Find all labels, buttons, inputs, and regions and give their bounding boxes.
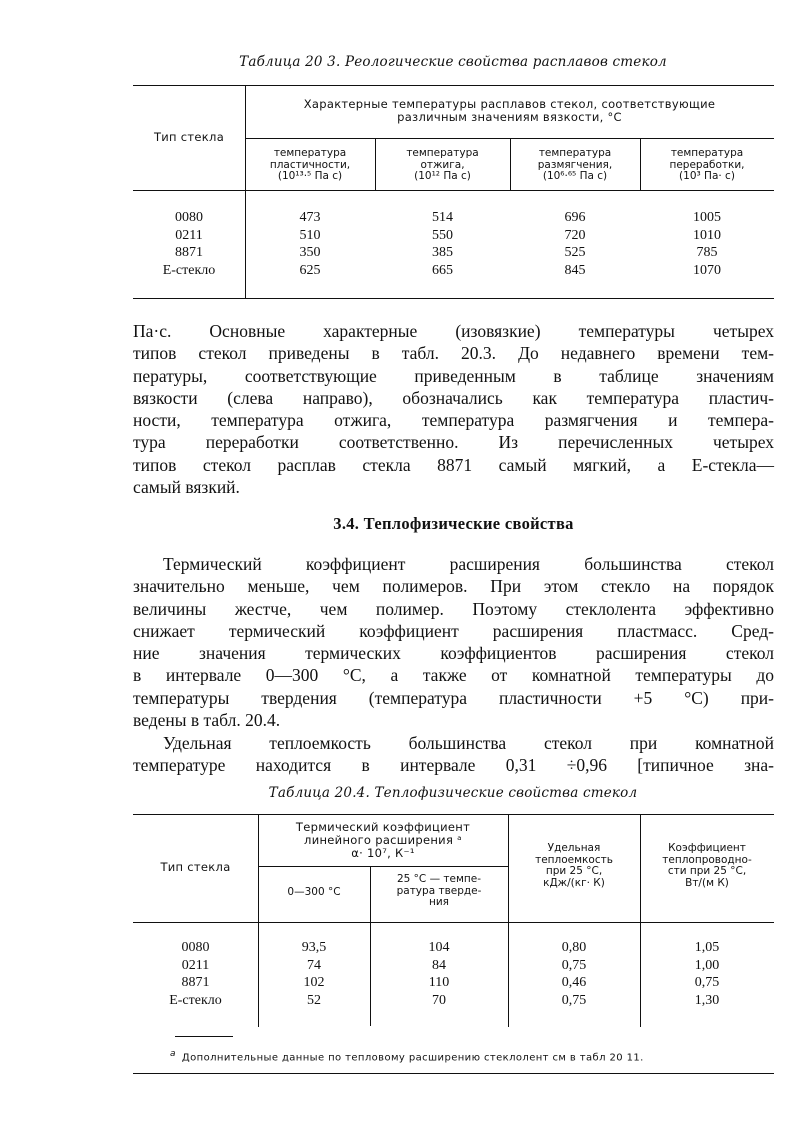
table-cell: Е-стекло: [169, 992, 222, 1008]
text-line: ведены в табл. 20.4.: [133, 710, 281, 731]
table-20-3-plasticity-column: [245, 209, 375, 279]
table-cell: 70: [432, 992, 446, 1008]
header-line: 25 °С — темпе-: [396, 873, 482, 885]
text-line: тура переработки соответственно. Из перечисленных четырех: [133, 432, 774, 453]
header-line: Коэффициент: [668, 842, 746, 854]
table-cell: 1,30: [694, 992, 720, 1008]
section-heading: 3.4. Теплофизические свойства: [333, 514, 574, 533]
header-line: (10³ Па· с): [679, 170, 735, 182]
table-20-4-caption: Таблица 20.4. Теплофизические свойства стекол: [268, 785, 638, 801]
table-cell: 0,46: [561, 975, 587, 990]
header-line: переработки,: [669, 158, 745, 171]
table-cell: 104: [428, 940, 450, 955]
header-line: α· 10⁷, К⁻¹: [351, 846, 415, 860]
header-line: сти при 25 °С,: [667, 865, 747, 877]
table-20-4-group-rule: [258, 866, 508, 867]
table-20-4-sub-0-300-header: 0—300 °С: [287, 886, 341, 898]
table-20-3-col-plasticity-header: [245, 148, 375, 183]
table-cell: 510: [299, 227, 321, 243]
table-20-4-heat-capacity-column: [508, 939, 640, 1009]
table-cell: 1,00: [694, 957, 720, 973]
table-20-3-bottom-rule: [133, 298, 774, 299]
paragraph-viscosity: [133, 320, 774, 498]
header-line: при 25 °С,: [545, 865, 603, 877]
text-line: типов стекол расплав стекла 8871 самый мягкий, а Е-стекла—: [133, 454, 774, 475]
table-20-3-type-column: [133, 209, 245, 279]
table-20-3-top-rule: [133, 85, 774, 86]
header-line: ратура тверде-: [396, 884, 482, 897]
table-cell: 385: [432, 245, 453, 260]
table-20-4-type-column: [133, 939, 258, 1009]
footnote: [170, 1049, 780, 1063]
header-line: теплоемкость: [535, 853, 613, 866]
header-line: температура: [538, 147, 612, 159]
text-line: в интервале 0—300 °С, а также от комнатной температуры до: [133, 665, 774, 686]
text-line: Удельная теплоемкость большинства стекол при комнатной: [163, 733, 774, 753]
header-line: Удельная: [547, 842, 601, 854]
table-20-3-annealing-column: [375, 209, 510, 279]
table-20-3-col-softening-header: [510, 148, 640, 183]
table-20-3-caption: Таблица 20 3. Реологические свойства расплавов стекол: [239, 54, 667, 70]
table-cell: 1,05: [694, 940, 720, 955]
table-cell: 0080: [175, 210, 203, 225]
table-cell: 1005: [693, 210, 721, 225]
table-20-4-conductivity-header: [640, 843, 774, 889]
table-cell: 110: [428, 975, 450, 990]
text-line: Термический коэффициент расширения большинства стекол: [163, 554, 774, 574]
table-20-4-top-rule: [133, 814, 774, 815]
text-line: температуры твердения (температура пластичности +5 °С) при-: [133, 687, 774, 708]
header-line: температура: [273, 147, 347, 159]
text-line: температуре находится в интервале 0,31 ÷0,96 [типичное зна-: [133, 755, 774, 776]
table-cell: 350: [299, 245, 321, 260]
table-cell: 514: [432, 210, 453, 225]
table-cell: 625: [299, 262, 321, 278]
table-cell: 525: [564, 245, 586, 260]
text-line: пературы, соответствующие приведенным в таблице значениям: [133, 365, 774, 386]
header-line: пластичности,: [269, 158, 351, 171]
table-20-4-expansion-group-header: [258, 821, 508, 860]
table-20-3-col-working-header: [640, 148, 774, 183]
table-cell: 102: [303, 975, 325, 990]
header-line: Термический коэффициент: [295, 820, 471, 834]
table-20-3-header-rule: [133, 190, 774, 191]
text-line: снижает термический коэффициент расширения пластмасс. Сред-: [133, 620, 774, 641]
table-cell: 1010: [693, 227, 721, 243]
table-20-3-softening-column: [510, 209, 640, 279]
table-cell: 0,75: [694, 975, 720, 990]
footnote-text: Дополнительные данные по тепловому расширению стеклолент см в табл 20 11.: [181, 1052, 644, 1064]
header-line: ния: [428, 896, 449, 908]
header-line: различным значениям вязкости, °С: [397, 110, 622, 124]
header-line: температура: [406, 147, 479, 159]
header-line: теплопроводно-: [662, 853, 752, 866]
table-cell: 665: [432, 262, 453, 278]
table-cell: Е-стекло: [162, 262, 216, 278]
table-20-4-col-type-header: Тип стекла: [160, 860, 231, 874]
table-20-4-expansion-25-column: [370, 939, 508, 1009]
header-line: кДж/(кг· К): [543, 876, 605, 889]
table-20-3-working-column: [640, 209, 774, 279]
table-cell: 0,75: [561, 957, 587, 973]
text-line: ности, температура отжига, температура размягчения и темпера-: [133, 410, 774, 431]
header-line: Характерные температуры расплавов стекол, соответствующие: [303, 97, 716, 111]
header-line: линейного расширения ᵃ: [304, 833, 462, 847]
table-cell: 0080: [181, 940, 210, 955]
paragraph-thermal-expansion: [133, 553, 774, 731]
table-cell: 0,80: [561, 940, 587, 955]
table-20-4-expansion-0-300-column: [258, 939, 370, 1009]
table-cell: 93,5: [301, 940, 327, 955]
table-cell: 0211: [175, 227, 203, 243]
table-cell: 550: [432, 227, 453, 243]
table-cell: 84: [432, 957, 446, 973]
table-cell: 845: [564, 262, 586, 278]
text-line: величины жестче, чем полимер. Поэтому стеклолента эффективно: [133, 598, 774, 619]
header-line: (10¹³·⁵ Па с): [277, 170, 343, 182]
text-line: самый вязкий.: [133, 477, 240, 498]
table-20-3-col-type-header: Тип стекла: [153, 130, 225, 144]
table-cell: 473: [299, 210, 321, 225]
header-line: температура: [670, 147, 744, 159]
table-cell: 1070: [693, 262, 721, 278]
header-line: размягчения,: [537, 158, 613, 171]
table-cell: 0,75: [561, 992, 587, 1008]
table-cell: 696: [564, 210, 586, 225]
table-cell: 52: [307, 992, 321, 1008]
page-bottom-rule: [133, 1073, 774, 1074]
text-line: ние значения термических коэффициентов расширения стекол: [133, 643, 774, 664]
text-line: Па·с. Основные характерные (изовязкие) температуры четырех: [133, 321, 774, 341]
table-cell: 74: [307, 957, 321, 973]
header-line: Вт/(м К): [685, 876, 729, 889]
table-cell: 785: [696, 245, 718, 260]
footnote-mark: a: [170, 1049, 176, 1059]
table-cell: 8871: [175, 245, 203, 260]
footnote-separator: [175, 1036, 233, 1037]
header-line: (10⁶·⁶⁵ Па с): [542, 170, 608, 182]
table-20-3-col-annealing-header: [375, 148, 510, 183]
table-cell: 0211: [181, 957, 210, 973]
header-line: отжига,: [420, 158, 465, 171]
table-cell: 8871: [181, 975, 210, 990]
table-20-3-group-header: [245, 98, 774, 124]
header-line: (10¹² Па с): [414, 170, 471, 182]
table-20-4-header-rule: [133, 922, 774, 923]
table-20-4-conductivity-column: [640, 939, 774, 1009]
table-cell: 720: [564, 227, 586, 243]
table-20-4-heat-capacity-header: [508, 843, 640, 889]
paragraph-heat-capacity: [133, 732, 774, 777]
text-line: типов стекол приведены в табл. 20.3. До недавнего времени тем-: [133, 343, 774, 364]
text-line: значительно меньше, чем полимеров. При этом стекло на порядок: [133, 576, 774, 597]
table-20-4-sub-25-hardening-header: [370, 874, 508, 909]
text-line: вязкости (слева направо), обозначались как температура пластич-: [133, 387, 774, 408]
